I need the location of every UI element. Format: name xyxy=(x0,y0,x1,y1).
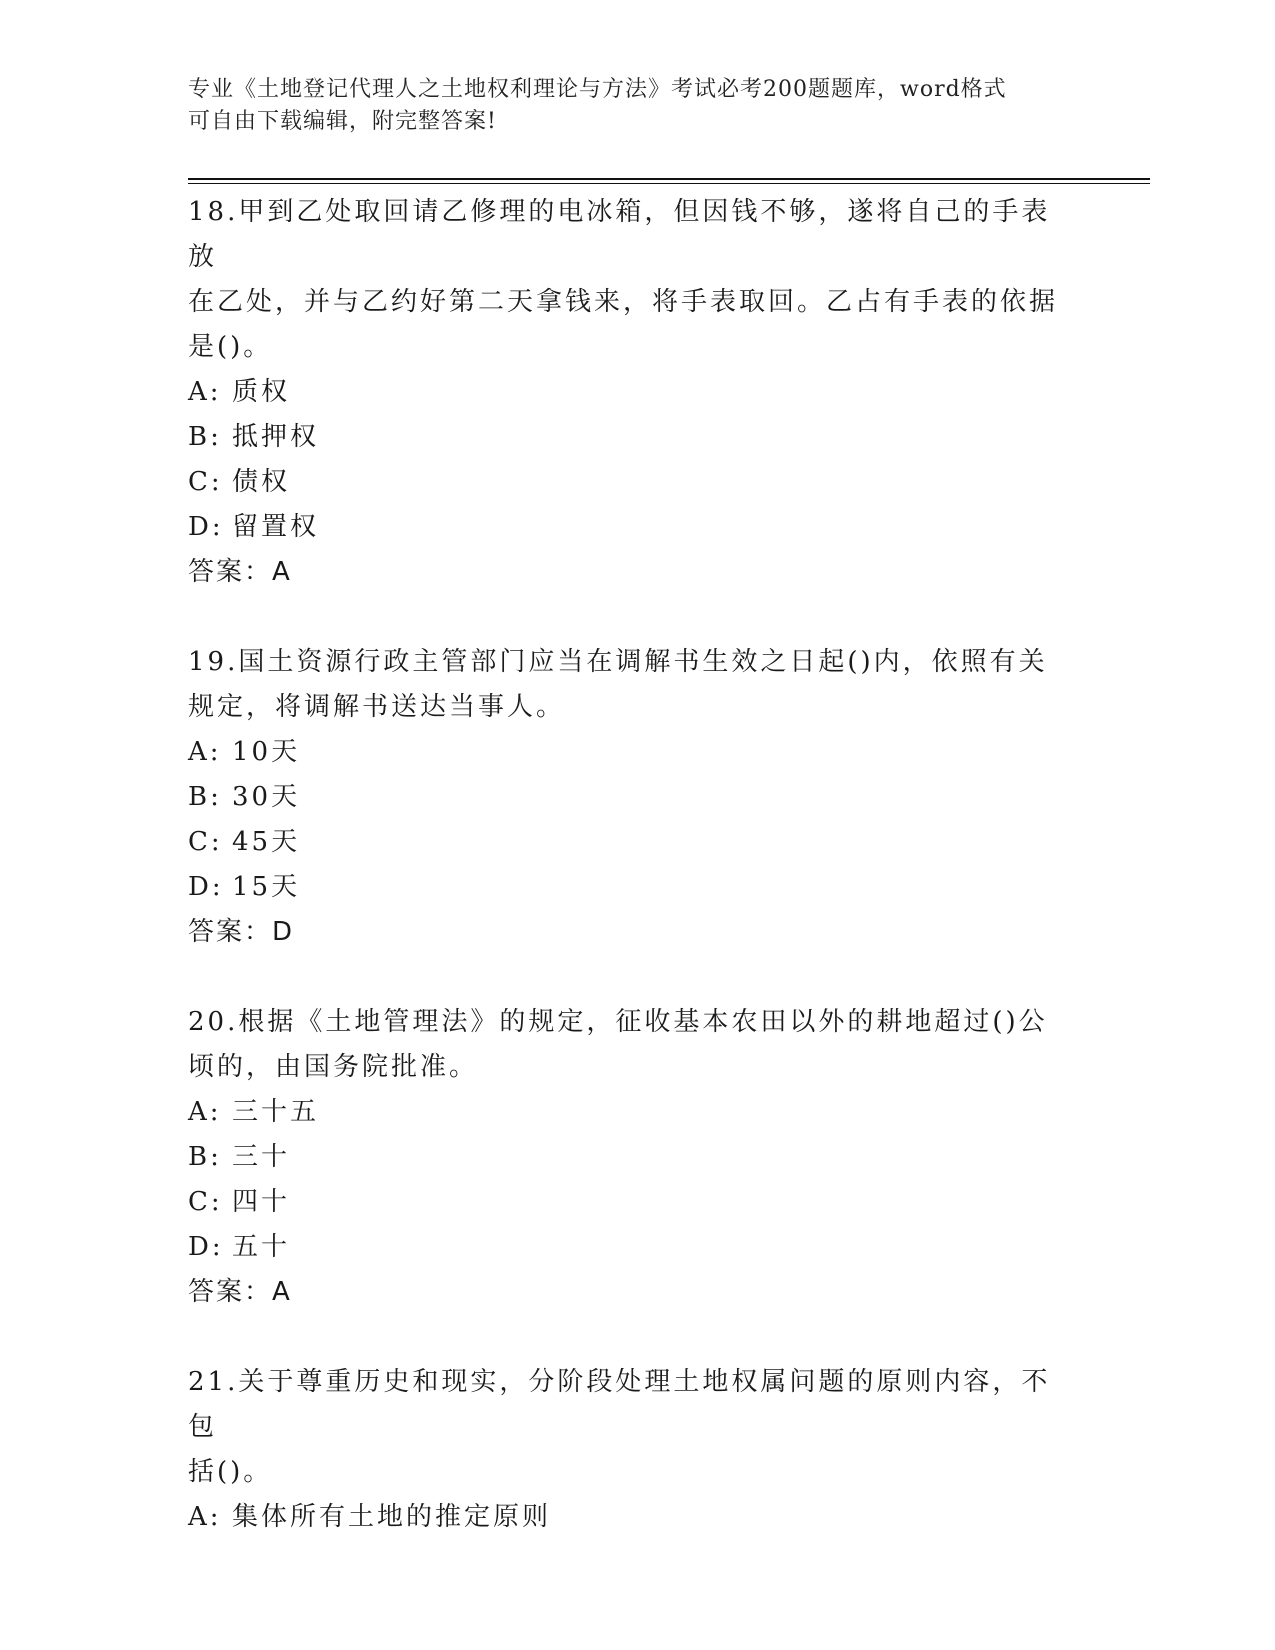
header-title-line-1: 专业《土地登记代理人之土地权利理论与方法》考试必考200题题库，word格式 xyxy=(188,77,1007,102)
option-key: A: xyxy=(188,377,222,407)
option-text: 四十 xyxy=(232,1187,291,1217)
answer-line: 答案：A xyxy=(188,557,292,587)
option-text: 45天 xyxy=(232,827,301,857)
option-a xyxy=(188,1495,1078,1540)
question-19 xyxy=(188,640,1078,955)
option-key: C: xyxy=(188,827,223,857)
option-text: 债权 xyxy=(232,467,291,497)
option-text: 质权 xyxy=(232,377,291,407)
header-title-line-2: 可自由下载编辑，附完整答案! xyxy=(188,109,497,134)
option-d xyxy=(188,1225,1078,1270)
option-c xyxy=(188,460,1078,505)
question-stem-line: 顷的，由国务院批准。 xyxy=(188,1052,479,1082)
option-text: 10天 xyxy=(232,737,301,767)
option-d xyxy=(188,865,1078,910)
option-key: D: xyxy=(188,1232,224,1262)
option-key: B: xyxy=(188,782,222,812)
option-b xyxy=(188,775,1078,820)
option-d xyxy=(188,505,1078,550)
question-stem-line: 在乙处，并与乙约好第二天拿钱来，将手表取回。乙占有手表的依据 xyxy=(188,287,1059,317)
question-stem-line: 是()。 xyxy=(188,332,273,362)
option-a xyxy=(188,370,1078,415)
option-key: A: xyxy=(188,1097,222,1127)
option-text: 15天 xyxy=(232,872,301,902)
option-text: 抵押权 xyxy=(232,422,320,452)
option-key: B: xyxy=(188,422,222,452)
option-key: C: xyxy=(188,1187,223,1217)
option-text: 五十 xyxy=(232,1232,291,1262)
question-18 xyxy=(188,190,1078,595)
question-list xyxy=(188,190,1078,1540)
option-key: B: xyxy=(188,1142,222,1172)
option-text: 30天 xyxy=(232,782,301,812)
question-20 xyxy=(188,1000,1078,1315)
question-stem-line: 21.关于尊重历史和现实，分阶段处理土地权属问题的原则内容，不包 xyxy=(188,1367,1051,1442)
option-key: C: xyxy=(188,467,223,497)
option-text: 三十五 xyxy=(232,1097,320,1127)
question-stem-line: 18.甲到乙处取回请乙修理的电冰箱，但因钱不够，遂将自己的手表放 xyxy=(188,197,1051,272)
header-divider-thin xyxy=(188,183,1150,184)
option-b xyxy=(188,415,1078,460)
question-spacer xyxy=(188,955,1078,1000)
option-text: 三十 xyxy=(232,1142,291,1172)
option-key: D: xyxy=(188,512,224,542)
option-a xyxy=(188,1090,1078,1135)
question-21 xyxy=(188,1360,1078,1540)
question-stem-line: 括()。 xyxy=(188,1457,273,1487)
header-divider-thick xyxy=(188,178,1150,180)
option-text: 集体所有土地的推定原则 xyxy=(232,1502,552,1532)
document-header xyxy=(188,74,1068,138)
option-c xyxy=(188,820,1078,865)
question-stem-line: 19.国土资源行政主管部门应当在调解书生效之日起()内，依照有关 xyxy=(188,647,1048,677)
question-spacer xyxy=(188,1315,1078,1360)
option-key: A: xyxy=(188,1502,222,1532)
option-b xyxy=(188,1135,1078,1180)
option-a xyxy=(188,730,1078,775)
option-key: A: xyxy=(188,737,222,767)
question-spacer xyxy=(188,595,1078,640)
option-text: 留置权 xyxy=(232,512,320,542)
option-key: D: xyxy=(188,872,224,902)
question-stem-line: 20.根据《土地管理法》的规定，征收基本农田以外的耕地超过()公 xyxy=(188,1007,1048,1037)
answer-line: 答案：A xyxy=(188,1277,292,1307)
question-stem-line: 规定，将调解书送达当事人。 xyxy=(188,692,566,722)
answer-line: 答案：D xyxy=(188,917,295,947)
option-c xyxy=(188,1180,1078,1225)
